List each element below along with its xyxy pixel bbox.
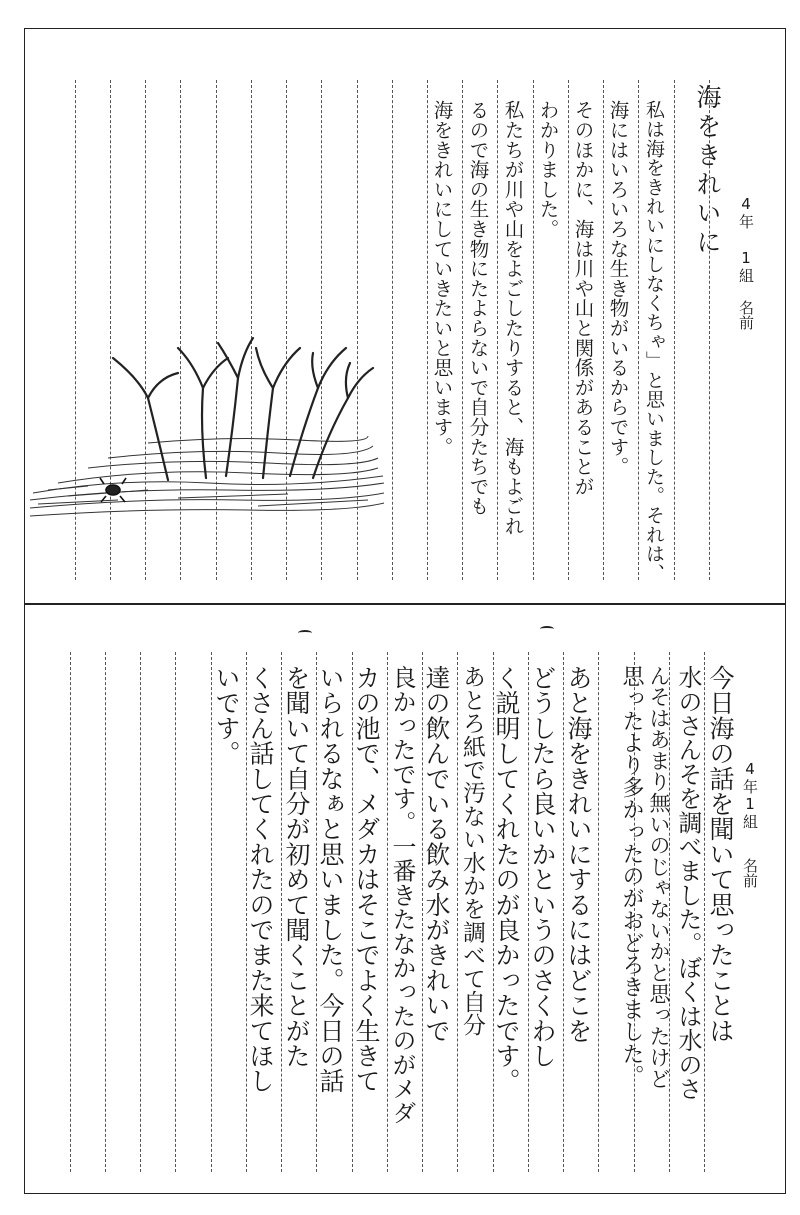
bottom-line-1: 今日海の話を聞いて思ったことは <box>706 665 735 1043</box>
bottom-line-5: あと海をきれいにするにはどこを <box>564 665 593 1043</box>
bottom-name-label: 名前 <box>741 858 759 888</box>
bottom-line-15: いです。 <box>212 665 241 766</box>
bottom-line-7: く説明してくれたのが良かったです。 <box>492 665 521 1094</box>
top-line-6: るので海の生き物にたよらないで自分たちでも <box>466 100 490 516</box>
sea-bottom-shading <box>30 436 384 516</box>
bottom-line-10: 良かったです。一番きたなかったのがメダ <box>388 665 416 1125</box>
bottom-class-label: 4年1組 <box>741 760 759 830</box>
top-title: 海をきれいに <box>693 84 722 258</box>
top-line-4: わかりました。 <box>536 100 560 239</box>
top-name-label: 名前 <box>737 300 755 330</box>
bottom-line-3: んそはあまり無いのじゃないかと思ったけど <box>647 665 671 1089</box>
bottom-line-6: どうしたら良いかというのさくわし <box>528 665 557 1069</box>
bottom-line-4: 思ったより多かったのがおどろきました。 <box>619 665 644 1087</box>
bottom-line-14: くさん話してくれたのでまた来てほし <box>246 665 275 1094</box>
bottom-line-8: あとろ紙で汚ない水かを調べて自分 <box>459 665 485 1037</box>
bottom-line-9: 達の飲んでいる飲み水がきれいで <box>422 665 451 1043</box>
seaweed-stems <box>113 338 373 480</box>
bottom-line-13: を聞いて自分が初めて聞くことがた <box>282 665 311 1069</box>
top-line-3: そのほかに、海は川や山と関係があることが <box>571 100 595 496</box>
bottom-line-2: 水のさんそを調べました。ぼくは水のさ <box>674 665 702 1101</box>
top-class-label: 4年 1組 <box>737 195 755 284</box>
top-line-7: 海をきれいにしていきたいと思います。 <box>430 100 454 457</box>
top-line-1: 私は海をきれいにしなくちゃ」と思いました。それは、 <box>643 100 665 583</box>
small-crab <box>100 478 126 502</box>
top-line-5: 私たちが川や山をよごしたりすると、海もよごれ <box>501 100 525 536</box>
bottom-line-12: いられるなぁと思いました。今日の話 <box>316 665 345 1094</box>
top-line-2: 海にはいろいろな生き物がいるからです。 <box>606 100 630 477</box>
bottom-line-11: カの池で、メダカはそこでよく生きて <box>352 665 381 1094</box>
seaweed-drawing <box>28 318 388 518</box>
